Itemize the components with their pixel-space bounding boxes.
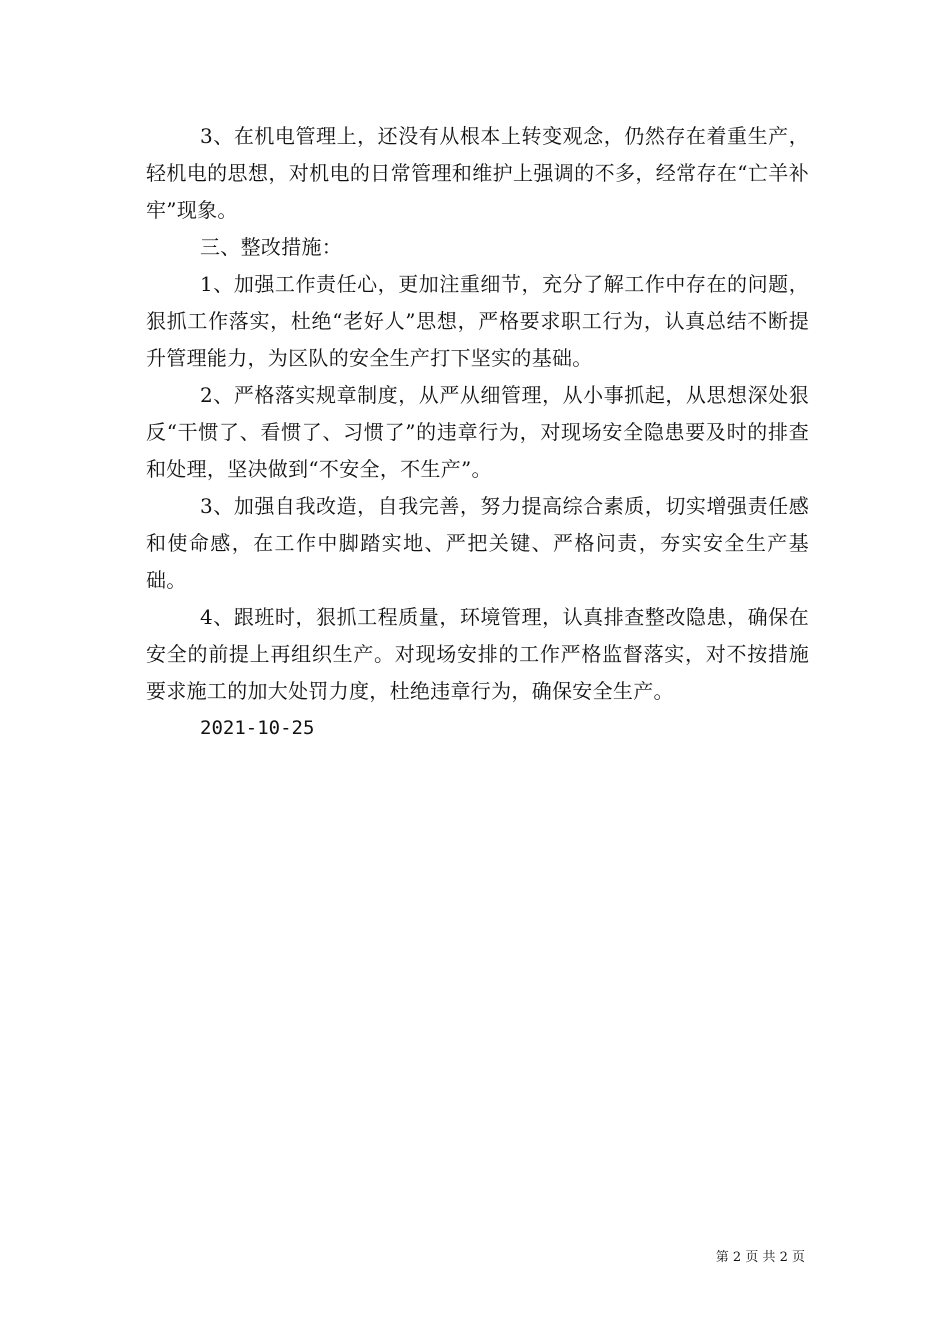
paragraph-measure-1: 1、加强工作责任心，更加注重细节，充分了解工作中存在的问题，狠抓工作落实，杜绝“老好人”思想，严格要求职工行为，认真总结不断提升管理能力，为区队的安全生产打下坚实的基础。 [146, 272, 809, 370]
section-heading-rectification: 三、整改措施： [200, 235, 343, 259]
document-date: 2021-10-25 [200, 717, 315, 739]
paragraph-measure-2: 2、严格落实规章制度，从严从细管理，从小事抓起，从思想深处狠反“干惯了、看惯了、习惯了”的违章行为，对现场安全隐患要及时的排查和处理，坚决做到“不安全，不生产”。 [146, 383, 809, 481]
page-indicator: 第 2 页 共 2 页 [715, 1250, 805, 1265]
paragraph-electromechanical-issue: 3、在机电管理上，还没有从根本上转变观念，仍然存在着重生产，轻机电的思想，对机电的日常管理和维护上强调的不多，经常存在“亡羊补牢”现象。 [146, 124, 809, 222]
paragraph-measure-3: 3、加强自我改造，自我完善，努力提高综合素质，切实增强责任感和使命感，在工作中脚踏实地、严把关键、严格问责，夯实安全生产基础。 [146, 494, 809, 592]
paragraph-measure-4: 4、跟班时，狠抓工程质量，环境管理，认真排查整改隐患，确保在安全的前提上再组织生产。对现场安排的工作严格监督落实，对不按措施要求施工的加大处罚力度，杜绝违章行为，确保安全生产。 [146, 605, 809, 703]
document-body [146, 118, 809, 747]
